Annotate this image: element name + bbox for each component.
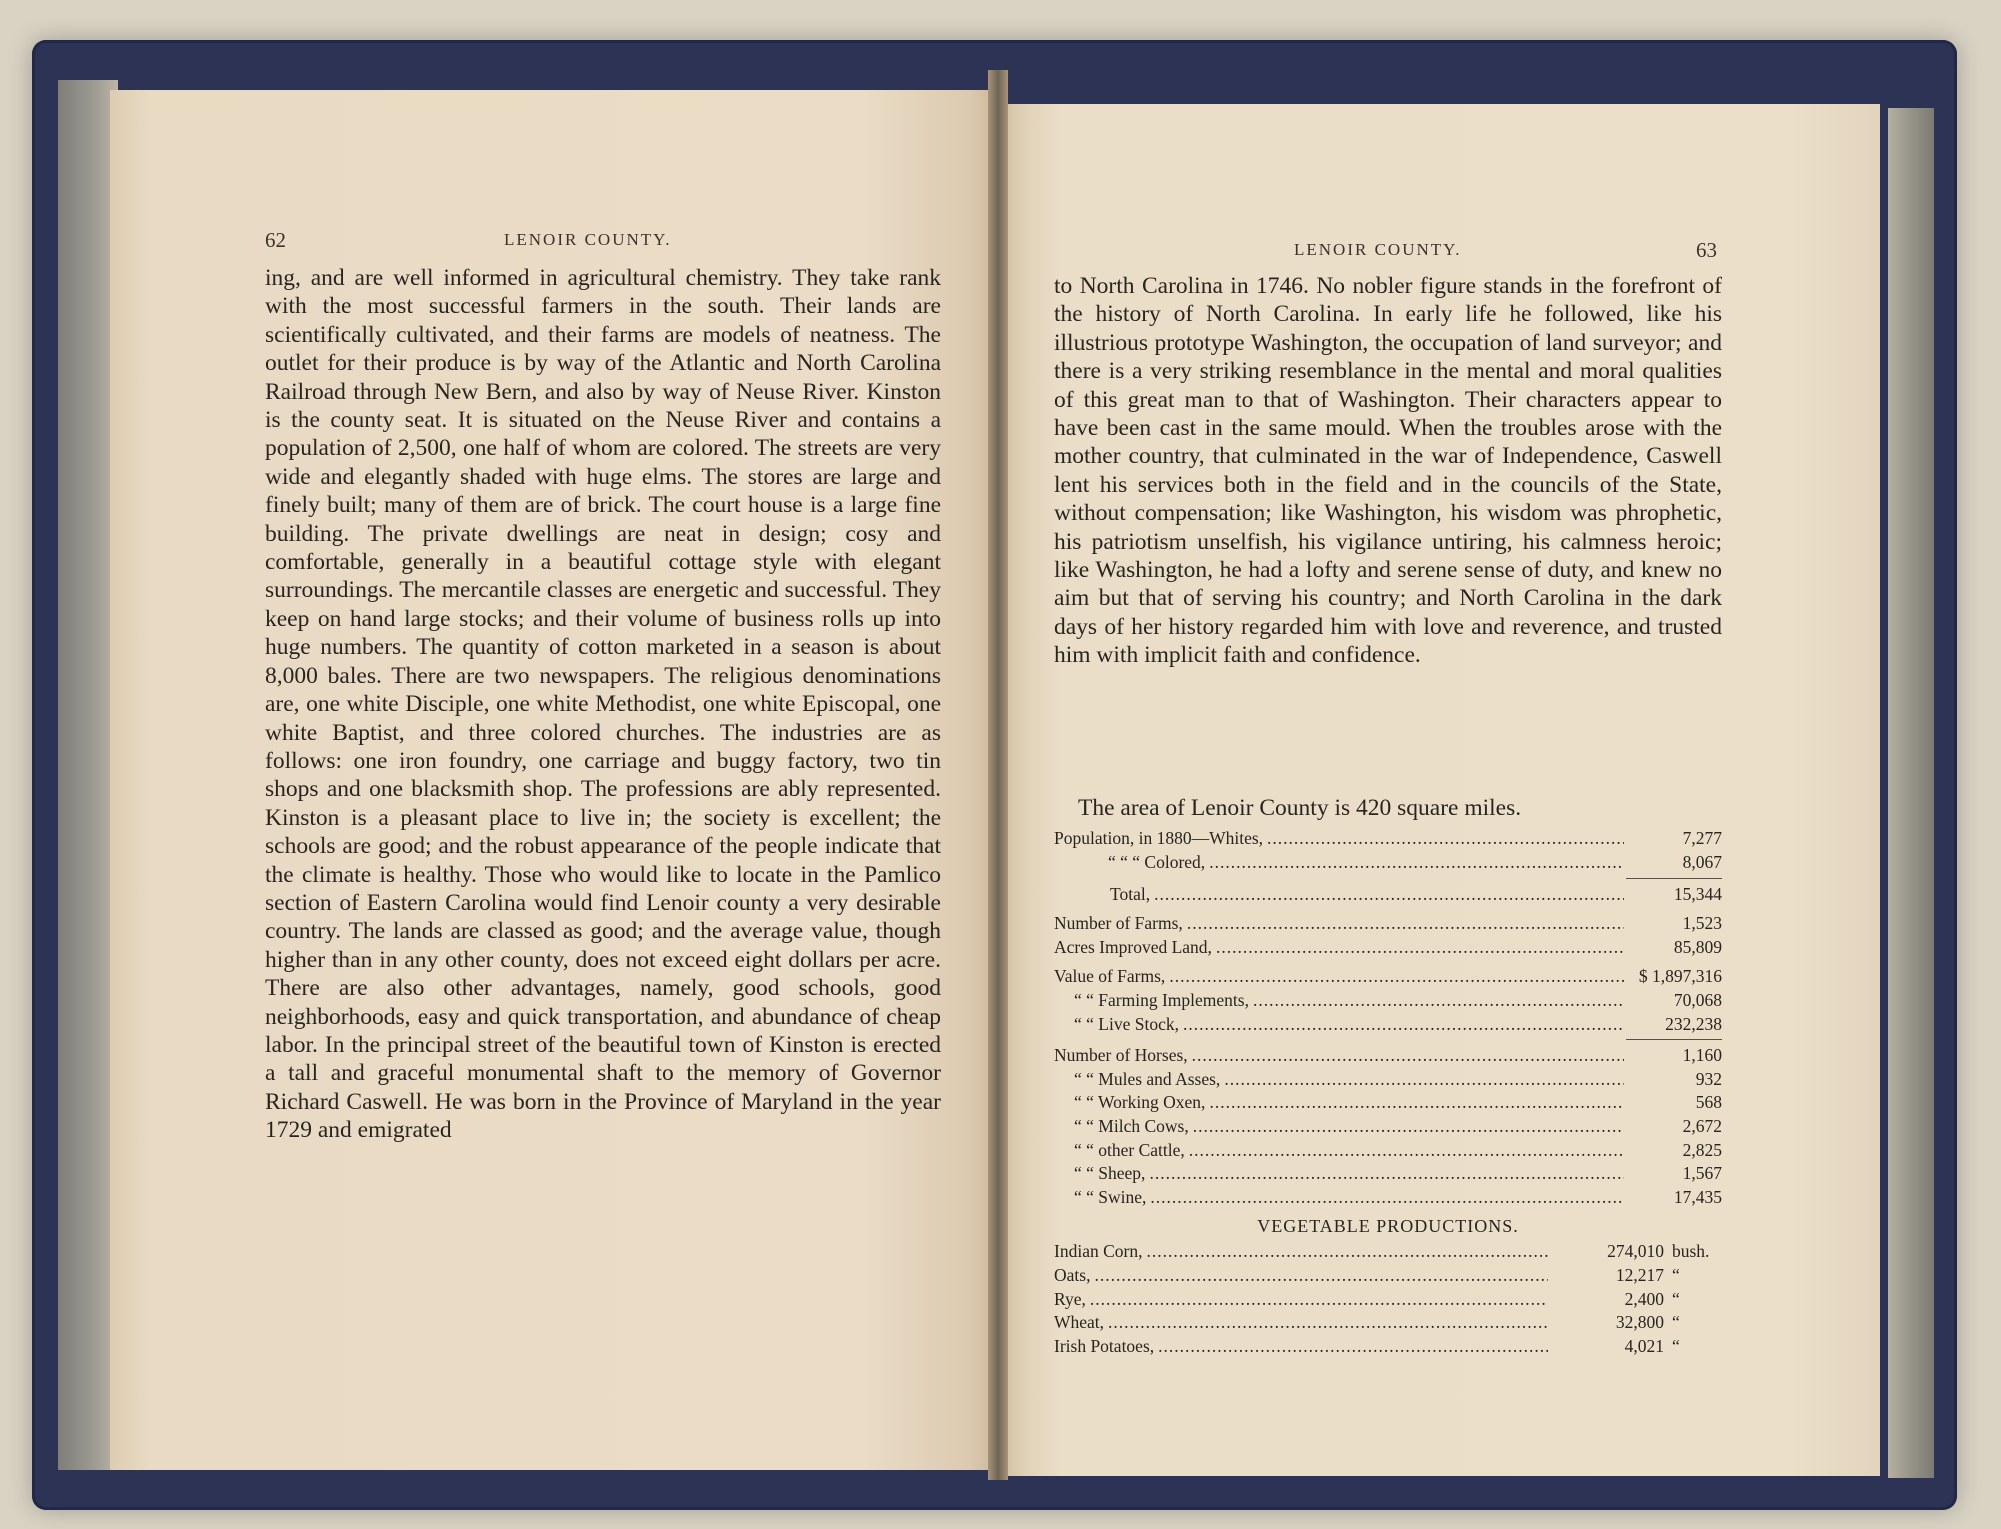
stat-row-vegetable: Indian Corn, ..... 274,010 bush. [1054, 1241, 1722, 1265]
stat-row: “ “ Swine, ..... 17,435 [1054, 1187, 1722, 1211]
stat-row: Value of Farms, ..... $ 1,897,316 [1054, 966, 1722, 990]
left-running-head: LENOIR COUNTY. [504, 230, 672, 249]
left-page-number: 62 [265, 228, 286, 252]
page-block-edge-right [1888, 108, 1934, 1478]
stat-row: Number of Horses, ..... 1,160 [1054, 1045, 1722, 1069]
stat-row: “ “ Sheep, ..... 1,567 [1054, 1163, 1722, 1187]
stat-row: “ “ “ Colored, ..... 8,067 [1054, 852, 1722, 876]
book-gutter [988, 70, 1008, 1480]
stat-row-vegetable: Irish Potatoes, ..... 4,021 “ [1054, 1336, 1722, 1360]
right-page-body: to North Carolina in 1746. No nobler figure stands in the forefront of the history of North Carolina. In early life he followed, like his illustrious prototype Washington, the occupation of land surveyor; and there is a very striking resemblance in the mental and moral qualities of this great man to that of Washington. Their characters appear to have been cast in the same mould. When the troubles arose with the mother country, that culminated in the war of Independence, Caswell lent his services both in the field and in the councils of the State, without compensation; like Washington, his wisdom was phrophetic, his patriotism unselfish, his vigilance untiring, his calmness heroic; like Washington, he had a lofty and serene sense of duty, and knew no aim but that of serving his country; and North Carolina in the dark days of her history regarded him with love and reverence, and trusted him with implicit faith and confidence. [1054, 273, 1722, 669]
stat-row: Acres Improved Land, ..... 85,809 [1054, 937, 1722, 961]
stat-row: “ “ other Cattle, ..... 2,825 [1054, 1140, 1722, 1164]
stat-row: “ “ Milch Cows, ..... 2,672 [1054, 1116, 1722, 1140]
stat-row-vegetable: Rye, ..... 2,400 “ [1054, 1289, 1722, 1313]
stat-row-total: Total, ..... 15,344 [1054, 884, 1722, 908]
right-page-number: 63 [1696, 238, 1717, 262]
right-running-head: LENOIR COUNTY. [1294, 240, 1462, 259]
stat-row-vegetable: Wheat, ..... 32,800 “ [1054, 1312, 1722, 1336]
stat-row: “ “ Working Oxen, ..... 568 [1054, 1092, 1722, 1116]
statistics-table [1054, 790, 1722, 1359]
stat-row: “ “ Live Stock, ..... 232,238 [1054, 1014, 1722, 1038]
stat-row: Population, in 1880—Whites, ..... 7,277 [1054, 828, 1722, 852]
stat-row-vegetable: Oats, ..... 12,217 “ [1054, 1265, 1722, 1289]
page-block-edge-left [58, 80, 118, 1470]
left-page-body: ing, and are well informed in agricultural chemistry. They take rank with the most successful farmers in the south. Their lands are scientifically cultivated, and their farms are models of neatness. The outlet for their produce is by way of the Atlantic and North Carolina Railroad through New Bern, and also by way of Neuse River. Kinston is the county seat. It is situated on the Neuse River and contains a population of 2,500, one half of whom are colored. The streets are very wide and elegantly shaded with huge elms. The stores are large and finely built; many of them are of brick. The court house is a large fine building. The private dwellings are neat in design; cosy and comfortable, generally in a beautiful cottage style with elegant surroundings. The mercantile classes are energetic and successful. They keep on hand large stocks; and their volume of business rolls up into huge numbers. The quantity of cotton marketed in a season is about 8,000 bales. There are two newspapers. The religious denominations are, one white Disciple, one white Methodist, one white Episcopal, one white Baptist, and three colored churches. The industries are as follows: one iron foundry, one carriage and buggy factory, two tin shops and one blacksmith shop. The professions are ably represented. Kinston is a pleasant place to live in; the society is excellent; the schools are good; and the robust appearance of the people indicate that the climate is healthy. Those who would like to locate in the Pamlico section of Eastern Carolina would find Lenoir county a very desirable country. The lands are classed as good; and the average value, though higher than in any other county, does not exceed eight dollars per acre. There are also other advantages, namely, good schools, good neighborhoods, easy and quick transportation, and abundance of cheap labor. In the principal street of the beautiful town of Kinston is erected a tall and graceful monumental shaft to the memory of Governor Richard Caswell. He was born in the Province of Maryland in the year 1729 and emigrated [265, 265, 941, 1144]
stat-row: “ “ Mules and Asses, ..... 932 [1054, 1069, 1722, 1093]
area-line: The area of Lenoir County is 420 square miles. [1078, 795, 1522, 821]
sum-rule [1626, 1039, 1722, 1042]
sum-rule [1626, 878, 1722, 881]
vegetable-productions-heading: VEGETABLE PRODUCTIONS. [1257, 1216, 1519, 1237]
stat-row: Number of Farms, ..... 1,523 [1054, 913, 1722, 937]
stat-row: “ “ Farming Implements, ..... 70,068 [1054, 990, 1722, 1014]
